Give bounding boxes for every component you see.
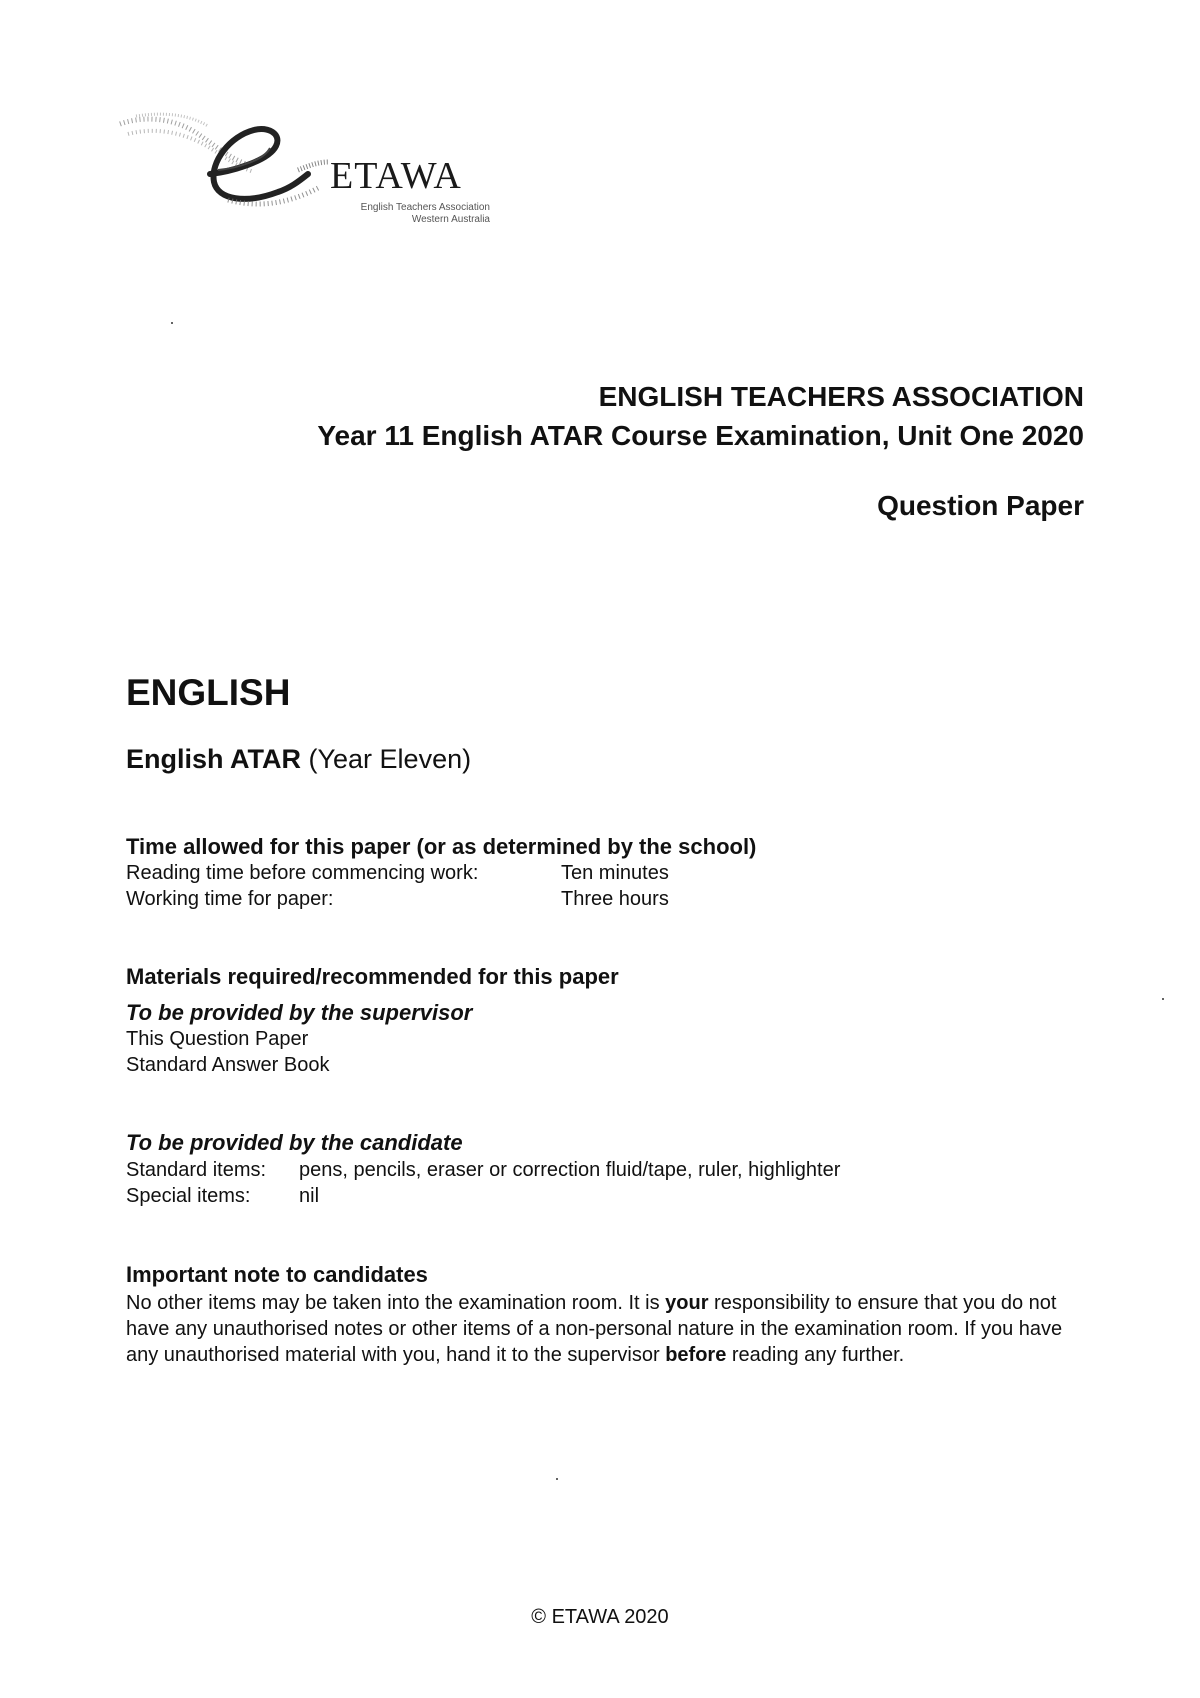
etawa-logo: [118, 112, 498, 232]
course-name: [126, 744, 471, 775]
scan-speck: [556, 1478, 558, 1480]
note-text: reading any further.: [726, 1344, 905, 1366]
logo-subtitle-line1: English Teachers Association: [360, 202, 490, 213]
association-name: ENGLISH TEACHERS ASSOCIATION: [598, 381, 1084, 412]
note-emphasis: your: [665, 1292, 709, 1314]
time-row-value: Three hours: [561, 888, 669, 910]
candidate-row: [126, 1159, 841, 1182]
candidate-heading: To be provided by the candidate: [126, 1130, 463, 1155]
time-row-label: Working time for paper:: [126, 888, 334, 910]
candidate-row-label: Special items:: [126, 1185, 251, 1207]
note-text: No other items may be taken into the examination room. It is: [126, 1292, 666, 1314]
candidate-row-label: Standard items:: [126, 1159, 267, 1181]
document-type: Question Paper: [877, 490, 1084, 521]
note-emphasis: before: [665, 1344, 727, 1366]
time-row: [126, 888, 669, 911]
time-row-label: Reading time before commencing work:: [126, 862, 479, 884]
etawa-swirl-icon: [118, 112, 338, 222]
scan-speck: [171, 322, 173, 324]
supervisor-item: This Question Paper: [126, 1028, 309, 1050]
supervisor-heading: To be provided by the supervisor: [126, 1000, 473, 1025]
logo-subtitle-line2: Western Australia: [411, 214, 490, 225]
course-name-rest: (Year Eleven): [301, 744, 472, 774]
scan-speck: [1162, 998, 1164, 1000]
logo-name: ETAWA: [330, 155, 462, 197]
candidate-row: [126, 1185, 320, 1208]
supervisor-item: Standard Answer Book: [126, 1054, 330, 1076]
course-name-bold: English ATAR: [126, 744, 301, 774]
exam-title: Year 11 English ATAR Course Examination, Unit One 2020: [317, 420, 1084, 451]
time-heading: Time allowed for this paper (or as determined by the school): [126, 834, 757, 859]
time-row: [126, 862, 669, 885]
note-body: [126, 1290, 1086, 1368]
materials-heading: Materials required/recommended for this paper: [126, 964, 619, 989]
candidate-row-value: nil: [299, 1185, 320, 1207]
note-text: responsibility to ensure that you do not have any unauthorised notes or other items of a non-personal nature in the examination room. If you have any unauthorised material with you, hand it to the supervisor: [126, 1292, 1063, 1366]
logo-subtitle: [330, 202, 490, 226]
footer-copyright: © ETAWA 2020: [531, 1606, 669, 1628]
time-row-value: Ten minutes: [561, 862, 669, 884]
candidate-row-value: pens, pencils, eraser or correction fluid/tape, ruler, highlighter: [299, 1159, 841, 1181]
subject-title: ENGLISH: [126, 672, 291, 713]
note-heading: Important note to candidates: [126, 1262, 428, 1287]
